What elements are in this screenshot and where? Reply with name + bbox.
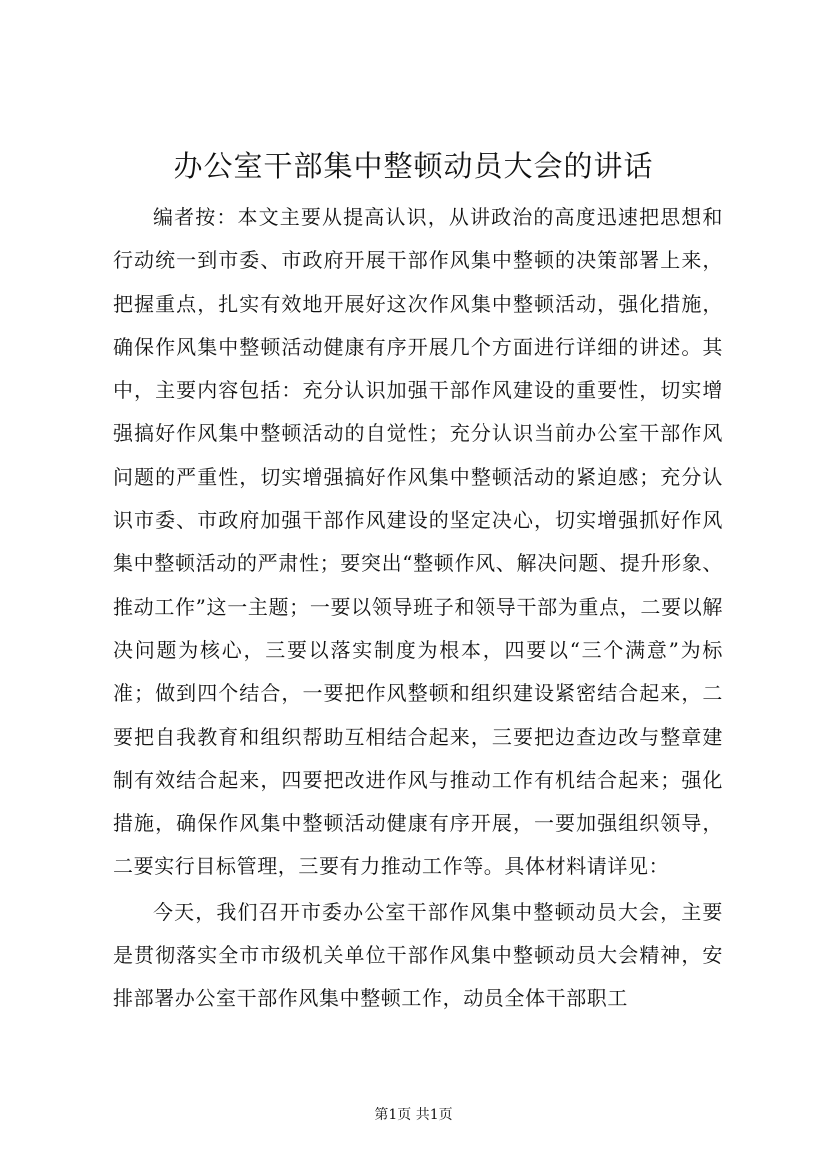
page-number-footer: 第1页 共1页 — [374, 1107, 453, 1123]
editor-note-paragraph: 编者按：本文主要从提高认识，从讲政治的高度迅速把思想和行动统一到市委、市政府开展干部作风集中整顿的决策部署上来，把握重点，扎实有效地开展好这次作风集中整顿活动，强化措施，确保作风集中整顿活动健康有序开展几个方面进行详细的讲述。其中，主要内容包括：充分认识加强干部作风建设的重要性，切实增强搞好作风集中整顿活动的自觉性；充分认识当前办公室干部作风问题的严重性，切实增强搞好作风集中整顿活动的紧迫感；充分认识市委、市政府加强干部作风建设的坚定决心，切实增强抓好作风集中整顿活动的严肃性；要突出“整顿作风、解决问题、提升形象、推动工作”这一主题；一要以领导班子和领导干部为重点，二要以解决问题为核心，三要以落实制度为根本，四要以“三个满意”为标准；做到四个结合，一要把作风整顿和组织建设紧密结合起来，二要把自我教育和组织帮助互相结合起来，三要把边查边改与整章建制有效结合起来，四要把改进作风与推动工作有机结合起来；强化措施，确保作风集中整顿活动健康有序开展，一要加强组织领导，二要实行目标管理，三要有力推动工作等。具体材料请详见： — [113, 205, 723, 879]
speech-opening-paragraph: 今天，我们召开市委办公室干部作风集中整顿动员大会，主要是贯彻落实全市市级机关单位干部作风集中整顿动员大会精神，安排部署办公室干部作风集中整顿工作，动员全体干部职工 — [113, 899, 723, 1011]
document-title: 办公室干部集中整顿动员大会的讲话 — [173, 149, 654, 183]
document-body — [113, 196, 723, 1021]
